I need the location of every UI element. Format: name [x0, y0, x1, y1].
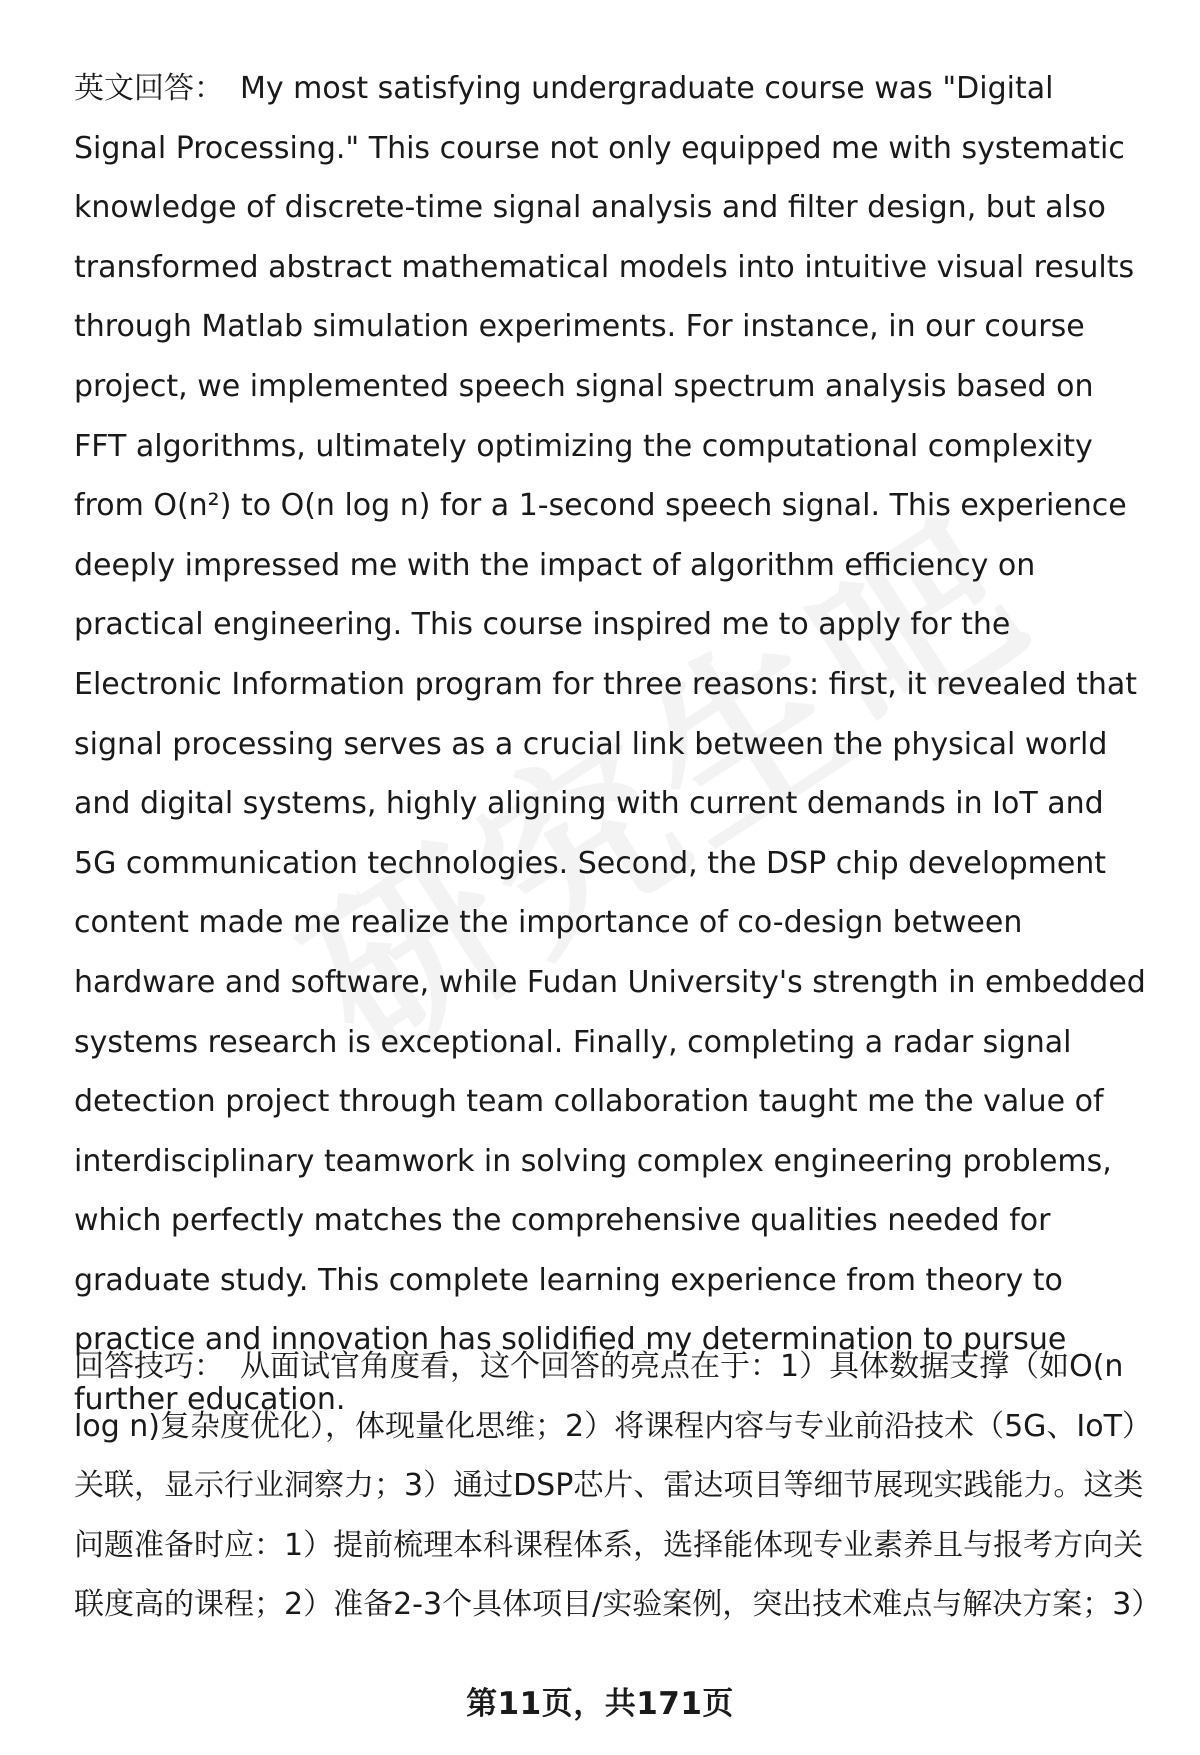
answer-tips-paragraph	[74, 1337, 1162, 1635]
page-number-footer: 第11页，共171页	[466, 1686, 734, 1722]
answer-tips-text: 从面试官角度看，这个回答的亮点在于：1）具体数据支撑（如O(n log n)复杂度优化），体现量化思维；2）将课程内容与专业前沿技术（5G、IoT）关联，显示行业洞察力；3）通过DSP芯片、雷达项目等细节展现实践能力。这类问题准备时应：1）提前梳理本科课程体系，选择能体现专业素养且与报考方向关联度高的课程；2）准备2-3个具体项目/实验案例，突出技术难点与解决方案；3）	[74, 1349, 1162, 1622]
english-answer-text: My most satisfying undergraduate course was "Digital Signal Processing." This course not only equipped me with systematic knowledge of discrete-time signal analysis and filter design, but also transformed abstract mathematical models into intuitive visual results through Matlab simulation experiments. For instance, in our course project, we implemented speech signal spectrum analysis based on FFT algorithms, ultimately optimizing the computational complexity from O(n²) to O(n log n) for a 1-second speech signal. This experience deeply impressed me with the impact of algorithm efficiency on practical engineering. This course inspired me to apply for the Electronic Information program for three reasons: first, it revealed that signal processing serves as a crucial link between the physical world and digital systems, highly aligning with current demands in IoT and 5G communication technologies. Second, the DSP chip development content made me realize the importance of co-design between hardware and software, while Fudan University's strength in embedded systems research is exceptional. Finally, completing a radar signal detection project through team collaboration taught me the value of interdisciplinary teamwork in solving complex engineering problems, which perfectly matches the comprehensive qualities needed for graduate study. This complete learning experience from theory to practice and innovation has solidified my determination to pursue further education.	[74, 71, 1146, 1418]
english-answer-label: 英文回答：	[74, 71, 224, 106]
answer-tips-label: 回答技巧：	[74, 1349, 224, 1384]
english-answer-paragraph	[74, 59, 1154, 1430]
